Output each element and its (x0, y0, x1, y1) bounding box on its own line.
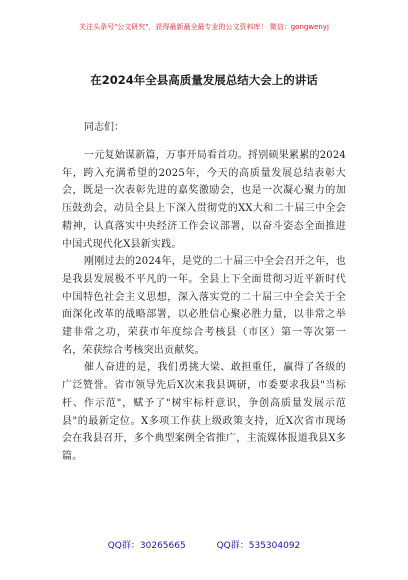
header-banner: 关注头条号"公文研究"，获得最新最全最专业的公文资料库！ 微信：gongwenyj (79, 23, 329, 31)
footer-qq-group-1: QQ群：30265665 (107, 541, 186, 551)
document-body (62, 120, 346, 466)
document-title: 在2024年全县高质量发展总结大会上的讲话 (90, 73, 318, 87)
paragraph-3: 催人奋进的是，我们勇挑大梁、敢担重任，赢得了各级的广泛赞誉。省市领导先后X次来我县调研，市委要求我县"当标杆、作示范"，赋予了"树牢标杆意识，争创高质量发展示范县"的最新定位。X多项工作获上级政策支持，近X次省市现场会在我县召开，多个典型案例全省推广，主流媒体报道我县X多篇。 (62, 362, 346, 462)
footer-qq-group-2: QQ群：535304092 (216, 541, 301, 551)
salutation: 同志们： (84, 122, 124, 133)
paragraph-1: 一元复始谋新篇，万事开局看首功。捋别硕果累累的2024年，跨入充满希望的2025年，今天的高质量发展总结表彰大会，既是一次表彰先进的嘉奖激励会，也是一次凝心聚力的加压鼓劲会，动员全县上下深入贯彻党的XX大和二十届三中全会精神，认真落实中央经济工作会议部署，以奋斗姿态全面推进中国式现代化X县新实践。 (62, 150, 346, 250)
paragraph-2: 刚刚过去的2024年，是党的二十届三中全会召开之年，也是我县发展极不平凡的一年。全县上下全面贯彻习近平新时代中国特色社会主义思想，深入落实党的二十届三中全会关于全面深化改革的战略部署，以必胜信心聚必胜力量，以非常之举建非常之功，荣获市年度综合考核县（市区）第一等次第一名，荣获综合考核突出贡献奖。 (62, 256, 346, 356)
footer (0, 538, 408, 551)
